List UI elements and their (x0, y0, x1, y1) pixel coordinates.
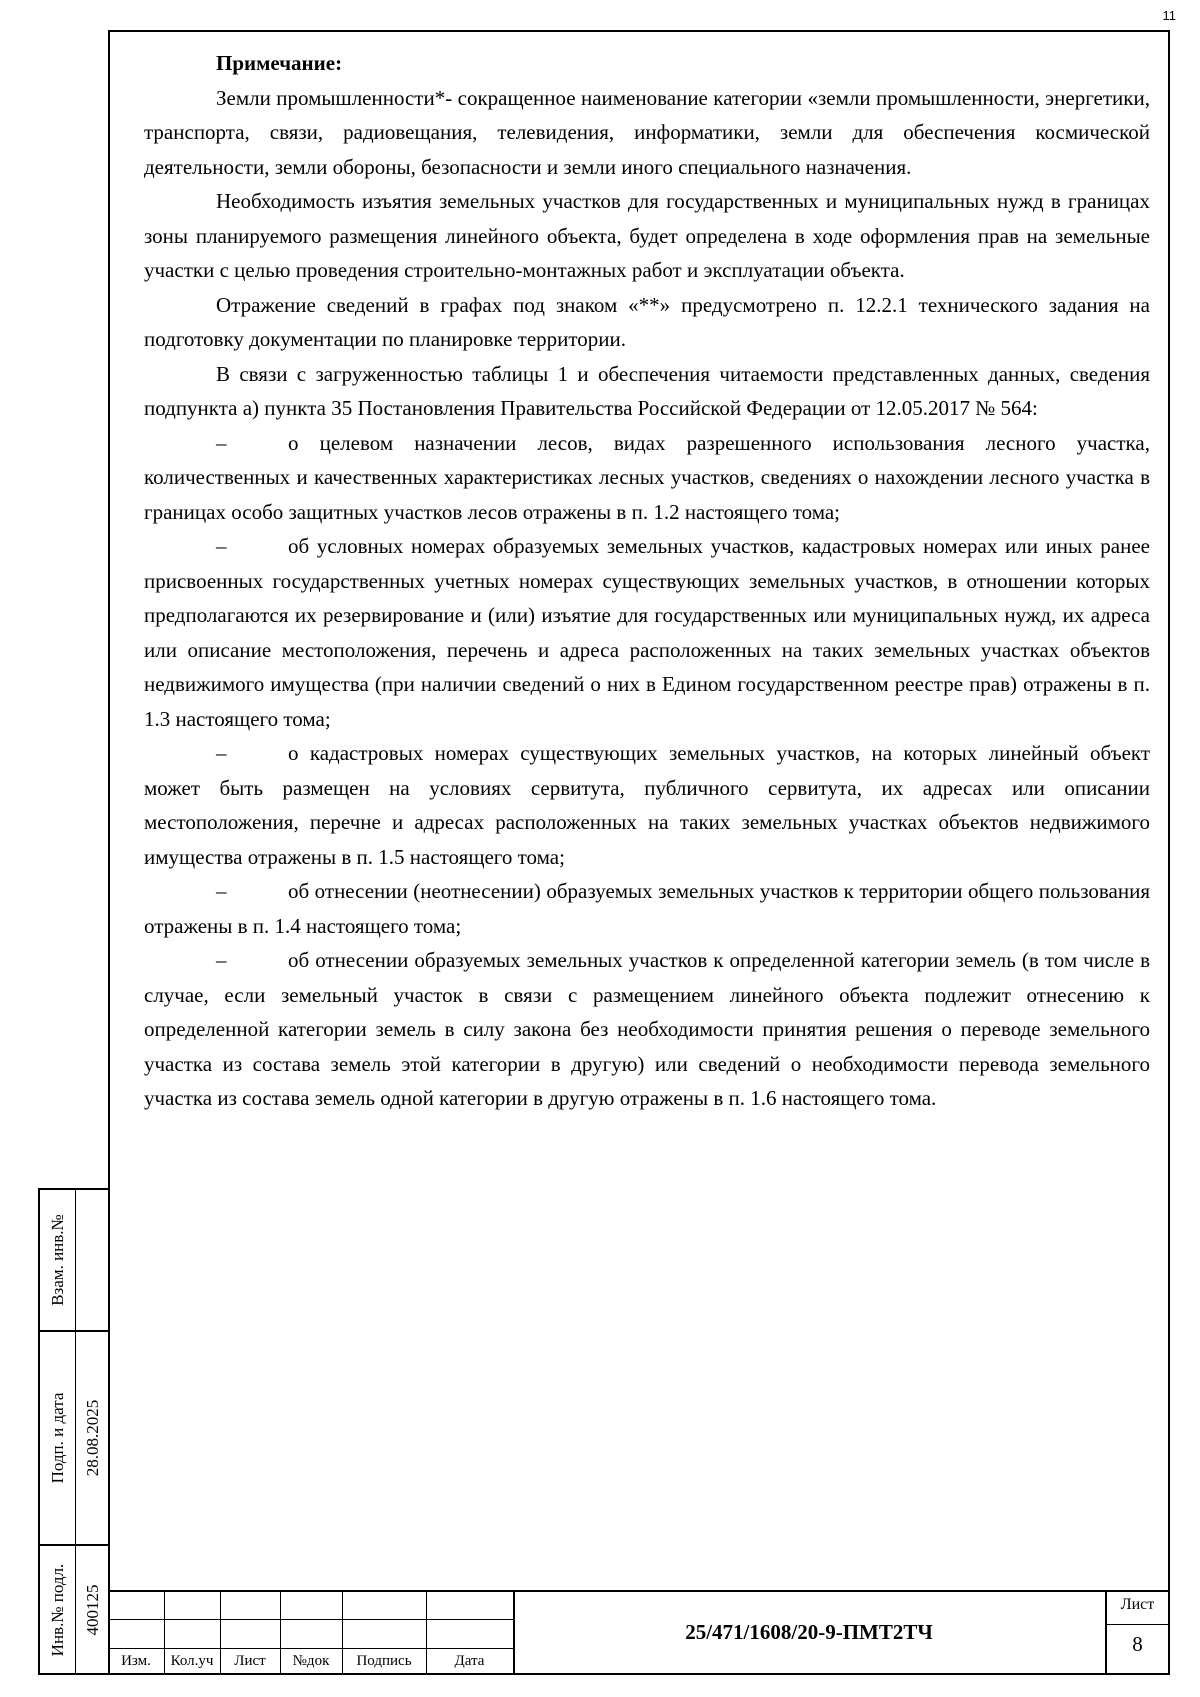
dash-marker: – (216, 741, 227, 765)
vzam-label: Взам. инв.№ (47, 1214, 67, 1306)
page-number: 11 (1162, 8, 1176, 23)
paragraph: Необходимость изъятия земельных участков для государственных и муниципальных нужд в границах зоны планируемого размещения линейного объекта, будет определена в ходе оформления прав на земельные участки с целью проведения строительно-монтажных работ и эксплуатации объекта. (144, 189, 1150, 282)
side-stamp-vzam (38, 1188, 108, 1332)
paragraph: Земли промышленности*- сокращенное наименование категории «земли промышленности, энергетики, транспорта, связи, радиовещания, телевидения, информатики, земли для обеспечения космической деятельности, земли обороны, безопасности и земли иного специального назначения. (144, 85, 1150, 179)
document-body (144, 46, 1150, 1116)
list-item-text: о целевом назначении лесов, видах разрешенного использования лесного участка, количественных и качественных характеристиках лесных участков, сведениях о нахождении лесного участка в границах особо защитных участков лесов отражены в п. 1.2 настоящего тома; (144, 430, 1150, 524)
dash-marker: – (216, 879, 227, 903)
list-item (144, 426, 1150, 530)
title-block (108, 1590, 1170, 1675)
note-title: Примечание: (216, 51, 343, 75)
dash-marker: – (216, 534, 227, 558)
list-item (144, 874, 1150, 943)
list-item (144, 943, 1150, 1116)
list-item-text: об отнесении (неотнесении) образуемых земельных участков к территории общего пользования отражены в п. 1.4 настоящего тома; (144, 879, 1150, 938)
list-item (144, 529, 1150, 736)
paragraph: В связи с загруженностью таблицы 1 и обеспечения читаемости представленных данных, сведения подпункта а) пункта 35 Постановления Правительства Российской Федерации от 12.05.2017 № 564: (144, 361, 1150, 420)
col-header-podpis: Подпись (356, 1653, 412, 1669)
document-code: 25/471/1608/20-9-ПМТ2ТЧ (685, 1620, 933, 1644)
podp-date: 28.08.2025 (82, 1399, 102, 1477)
col-header-koluch: Кол.уч (170, 1653, 214, 1669)
list-item (144, 736, 1150, 874)
col-header-ndok: №док (292, 1653, 330, 1669)
dash-marker: – (216, 430, 227, 455)
sheet-label: Лист (1120, 1596, 1155, 1613)
list-item-text: об отнесении образуемых земельных участков к определенной категории земель (в том числе в случае, если земельный участок в связи с размещением линейного объекта подлежит отнесению к определенной категории земель в силу закона без необходимости принятия решения о переводе земельного участка из состава земель этой категории в другую) или сведений о необходимости перевода земельного участка из состава земель одной категории в другую отражены в п. 1.6 настоящего тома. (144, 948, 1150, 1110)
side-stamp-podp (38, 1332, 108, 1546)
side-stamp-inv (38, 1546, 108, 1675)
col-header-data: Дата (454, 1653, 485, 1669)
podp-label: Подп. и дата (47, 1392, 67, 1484)
list-item-text: об условных номерах образуемых земельных участков, кадастровых номерах или иных ранее присвоенных государственных учетных номерах существующих земельных участков, в отношении которых предполагаются их резервирование и (или) изъятие для государственных или муниципальных нужд, их адреса или описание местоположения, перечень и адреса расположенных на таких земельных участках объектов недвижимого имущества (при наличии сведений о них в Едином государственном реестре прав) отражены в п. 1.3 настоящего тома; (144, 534, 1150, 731)
list-item-text: о кадастровых номерах существующих земельных участков, на которых линейный объект может быть размещен на условиях сервитута, публичного сервитута, их адресах или описании местоположения, перечне и адресах расположенных на таких земельных участках объектов недвижимого имущества отражены в п. 1.5 настоящего тома; (144, 741, 1150, 869)
col-header-list: Лист (234, 1653, 266, 1669)
paragraph: Отражение сведений в графах под знаком «**» предусмотрено п. 12.2.1 технического задания на подготовку документации по планировке территории. (144, 292, 1150, 351)
inv-label: Инв.№ подл. (47, 1563, 67, 1656)
col-header-izm: Изм. (121, 1653, 151, 1669)
dash-marker: – (216, 948, 227, 972)
inv-number: 400125 (82, 1584, 102, 1635)
sheet-number: 8 (1132, 1632, 1143, 1656)
